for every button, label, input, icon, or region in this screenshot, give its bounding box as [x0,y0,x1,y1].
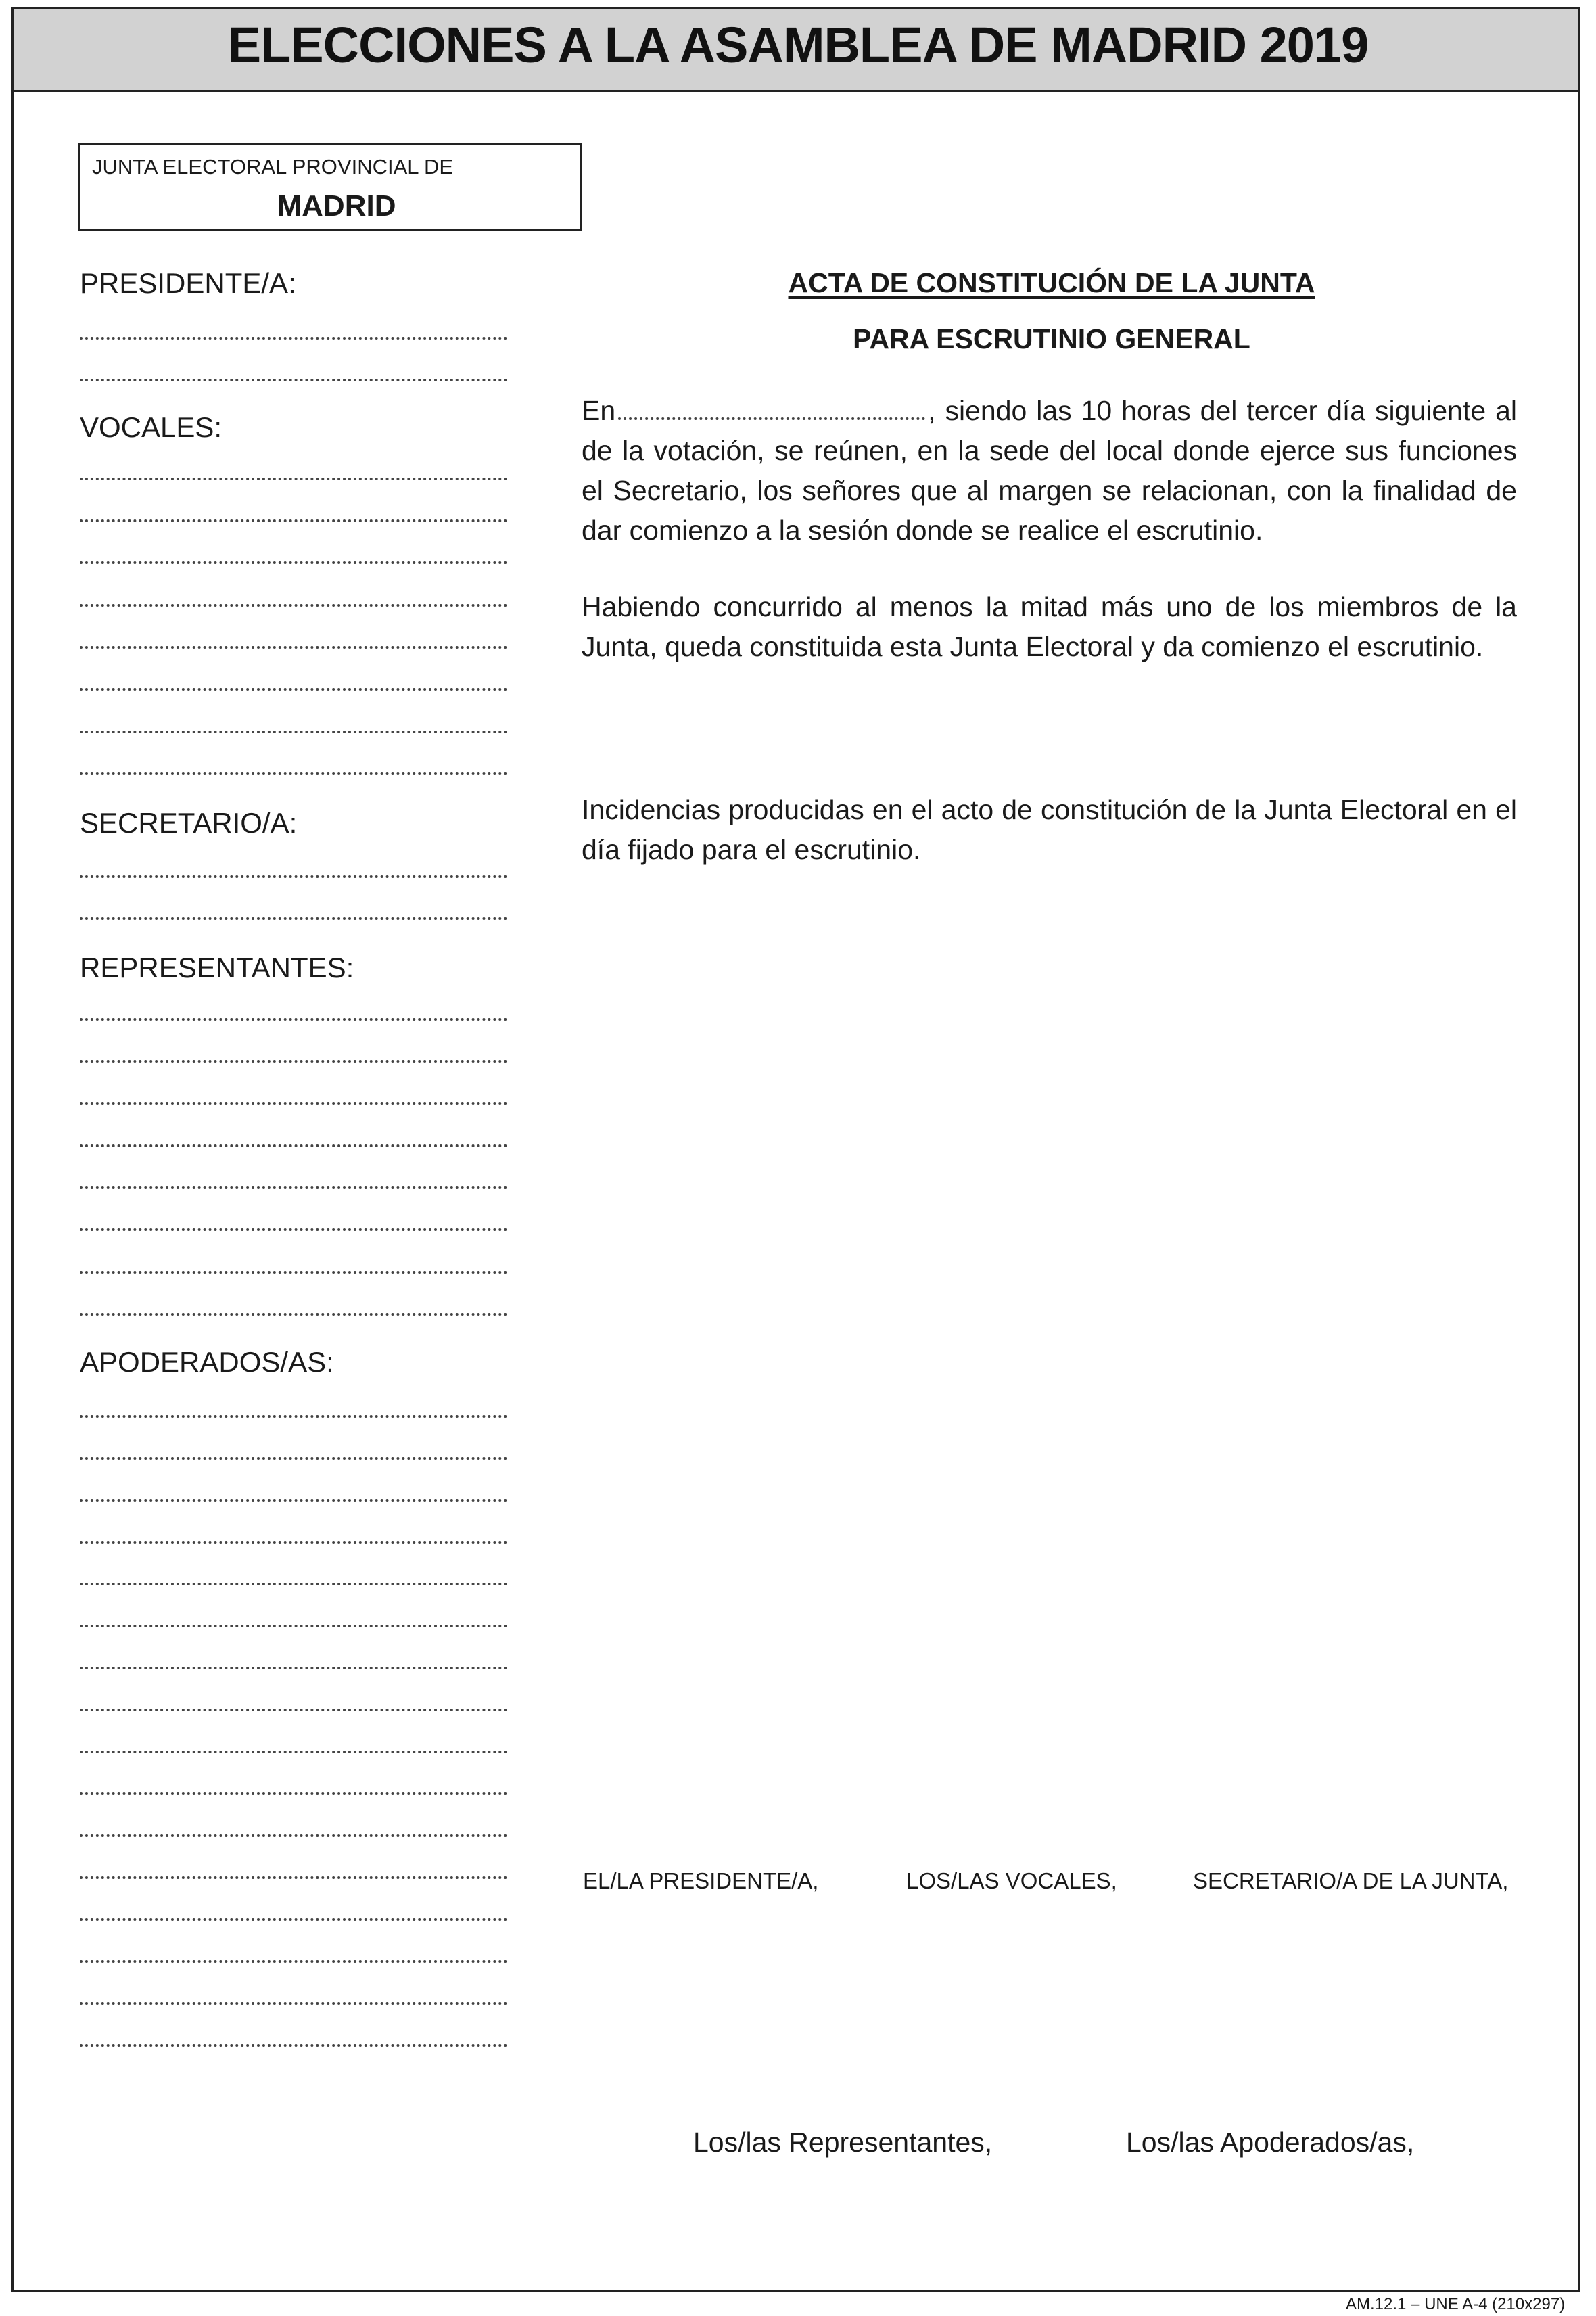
secretario-line[interactable] [80,875,507,878]
act-paragraph-3: Incidencias producidas en el acto de constitución de la Junta Electoral en el día fijado para el escrutinio. [582,794,1517,865]
apoderados-label: APODERADOS/AS: [80,1346,334,1378]
apoderado-line[interactable] [80,1457,507,1460]
vocal-line[interactable] [80,731,507,733]
representante-line[interactable] [80,1271,507,1274]
apoderado-line[interactable] [80,1499,507,1502]
vocales-label: VOCALES: [80,411,222,443]
page-title: ELECCIONES A LA ASAMBLEA DE MADRID 2019 [227,17,1369,73]
apoderado-line[interactable] [80,1541,507,1544]
signature-secretario: SECRETARIO/A DE LA JUNTA, [1193,1868,1509,1893]
vocal-line[interactable] [80,772,507,775]
vocal-line[interactable] [80,478,507,480]
form-code: AM.12.1 – UNE A-4 (210x297) [1346,2295,1566,2313]
apoderado-line[interactable] [80,1751,507,1753]
apoderado-line[interactable] [80,1667,507,1669]
vocal-line[interactable] [80,604,507,607]
junta-name: MADRID [277,189,396,223]
para1-start: En [582,395,616,426]
signature-representantes: Los/las Representantes, [693,2127,993,2158]
vocal-line[interactable] [80,646,507,649]
para1-rest: , siendo las 10 horas del tercer día siguiente al de la votación, se reúnen, en la sede del local donde ejerce sus funciones el Secretario, los señores que al margen se relacionan, con la finalidad de dar comienzo a la sesión donde se realice el escrutinio. [582,395,1517,546]
representantes-label: REPRESENTANTES: [80,952,354,983]
representante-line[interactable] [80,1102,507,1105]
junta-label: JUNTA ELECTORAL PROVINCIAL DE [92,155,454,179]
junta-box [78,143,582,231]
apoderado-line[interactable] [80,2044,507,2047]
representante-line[interactable] [80,1018,507,1021]
location-fill-line[interactable] [618,417,925,420]
secretario-line[interactable] [80,917,507,920]
representante-line[interactable] [80,1186,507,1189]
representante-line[interactable] [80,1144,507,1147]
apoderado-line[interactable] [80,1918,507,1921]
apoderado-line[interactable] [80,1583,507,1585]
apoderado-line[interactable] [80,1709,507,1711]
signature-vocales: LOS/LAS VOCALES, [906,1868,1117,1893]
act-subtitle: PARA ESCRUTINIO GENERAL [853,323,1250,354]
apoderado-line[interactable] [80,1960,507,1963]
presidente-line[interactable] [80,379,507,381]
apoderado-line[interactable] [80,2002,507,2005]
vocal-line[interactable] [80,519,507,522]
act-paragraph-1 [582,391,1517,551]
signature-presidente: EL/LA PRESIDENTE/A, [583,1868,819,1893]
apoderado-line[interactable] [80,1415,507,1418]
representante-line[interactable] [80,1060,507,1063]
representante-line[interactable] [80,1228,507,1231]
presidente-label: PRESIDENTE/A: [80,267,296,299]
secretario-label: SECRETARIO/A: [80,807,298,839]
apoderado-line[interactable] [80,1625,507,1627]
signature-apoderados: Los/las Apoderados/as, [1126,2127,1415,2158]
act-title: ACTA DE CONSTITUCIÓN DE LA JUNTA [788,267,1315,298]
presidente-line[interactable] [80,337,507,340]
apoderado-line[interactable] [80,1792,507,1795]
apoderado-line[interactable] [80,1834,507,1837]
representante-line[interactable] [80,1313,507,1316]
vocal-line[interactable] [80,688,507,691]
vocal-line[interactable] [80,561,507,564]
act-paragraph-2: Habiendo concurrido al menos la mitad más uno de los miembros de la Junta, queda constituida esta Junta Electoral y da comienzo el escrutinio. [582,591,1517,662]
apoderado-line[interactable] [80,1876,507,1879]
